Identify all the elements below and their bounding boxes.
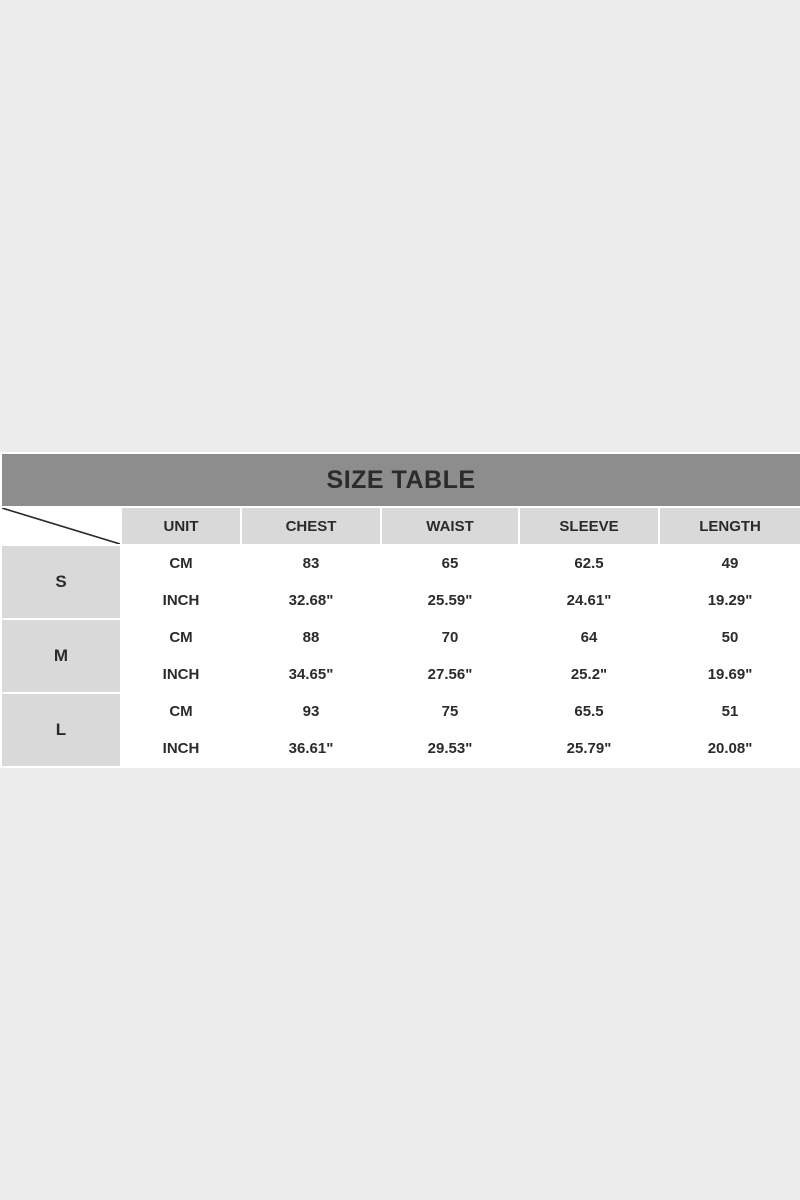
table-title: SIZE TABLE xyxy=(1,453,800,507)
cell-l-cm-chest: 93 xyxy=(241,693,381,730)
table-row xyxy=(1,582,800,619)
cell-s-cm-sleeve: 62.5 xyxy=(519,545,659,582)
column-header-waist: WAIST xyxy=(381,507,519,545)
size-label-s: S xyxy=(1,545,121,619)
cell-m-cm-sleeve: 64 xyxy=(519,619,659,656)
cell-s-cm-length: 49 xyxy=(659,545,800,582)
table-row xyxy=(1,730,800,767)
table-title-row xyxy=(1,453,800,507)
cell-s-cm-waist: 65 xyxy=(381,545,519,582)
cell-m-cm-length: 50 xyxy=(659,619,800,656)
cell-s-inch-chest: 32.68" xyxy=(241,582,381,619)
table-row xyxy=(1,656,800,693)
table-row xyxy=(1,545,800,582)
cell-m-inch-waist: 27.56" xyxy=(381,656,519,693)
cell-l-inch-waist: 29.53" xyxy=(381,730,519,767)
cell-m-cm-chest: 88 xyxy=(241,619,381,656)
size-table-container xyxy=(0,452,800,768)
cell-l-cm-sleeve: 65.5 xyxy=(519,693,659,730)
cell-l-inch-unit: INCH xyxy=(121,730,241,767)
corner-diagonal-cell xyxy=(1,507,121,545)
cell-l-cm-length: 51 xyxy=(659,693,800,730)
cell-l-cm-waist: 75 xyxy=(381,693,519,730)
column-header-unit: UNIT xyxy=(121,507,241,545)
cell-l-cm-unit: CM xyxy=(121,693,241,730)
cell-m-inch-sleeve: 25.2" xyxy=(519,656,659,693)
column-header-length: LENGTH xyxy=(659,507,800,545)
cell-m-inch-chest: 34.65" xyxy=(241,656,381,693)
column-header-sleeve: SLEEVE xyxy=(519,507,659,545)
size-label-m: M xyxy=(1,619,121,693)
cell-s-inch-sleeve: 24.61" xyxy=(519,582,659,619)
cell-s-cm-unit: CM xyxy=(121,545,241,582)
cell-s-inch-length: 19.29" xyxy=(659,582,800,619)
cell-m-inch-length: 19.69" xyxy=(659,656,800,693)
table-header-row xyxy=(1,507,800,545)
size-label-l: L xyxy=(1,693,121,767)
table-row xyxy=(1,693,800,730)
cell-l-inch-length: 20.08" xyxy=(659,730,800,767)
cell-s-cm-chest: 83 xyxy=(241,545,381,582)
cell-s-inch-unit: INCH xyxy=(121,582,241,619)
cell-m-cm-unit: CM xyxy=(121,619,241,656)
cell-m-cm-waist: 70 xyxy=(381,619,519,656)
cell-s-inch-waist: 25.59" xyxy=(381,582,519,619)
diagonal-line-icon xyxy=(2,508,120,544)
table-row xyxy=(1,619,800,656)
cell-l-inch-chest: 36.61" xyxy=(241,730,381,767)
size-table xyxy=(0,452,800,768)
column-header-chest: CHEST xyxy=(241,507,381,545)
cell-m-inch-unit: INCH xyxy=(121,656,241,693)
cell-l-inch-sleeve: 25.79" xyxy=(519,730,659,767)
